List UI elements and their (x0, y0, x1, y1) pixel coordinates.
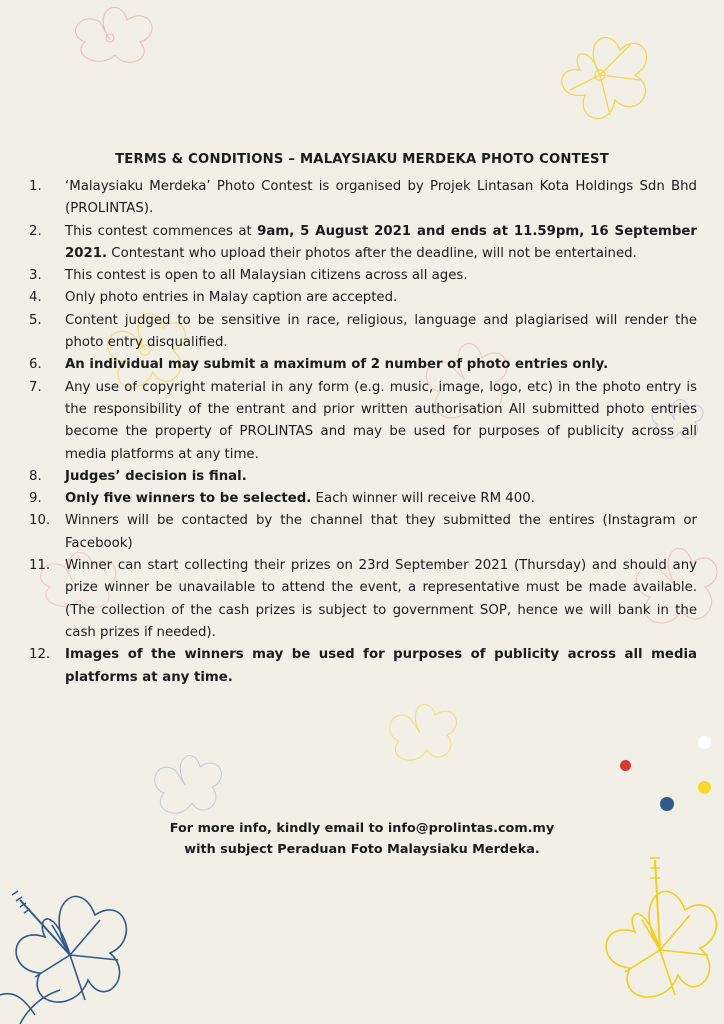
term-text-part: Contestant who upload their photos after the deadline, will not be entertained. (107, 245, 637, 261)
term-item (25, 354, 697, 376)
hibiscus-blue-bottom-left-icon (0, 865, 135, 1024)
term-text-part: Winners will be contacted by the channel that they submitted the entires (Instagram or Facebook) (65, 513, 697, 551)
term-text-bold: Judges’ decision is final. (65, 468, 247, 484)
term-number: 1. (29, 179, 42, 194)
hibiscus-yellow-bottom-right-icon (580, 850, 724, 1024)
page-title: TERMS & CONDITIONS – MALAYSIAKU MERDEKA PHOTO CONTEST (115, 152, 609, 167)
term-number: 8. (29, 468, 42, 484)
term-item (25, 287, 697, 309)
term-text-part: This contest is open to all Malaysian citizens across all ages. (65, 268, 468, 284)
term-number: 6. (29, 357, 42, 373)
term-item (25, 310, 697, 355)
term-text (65, 510, 697, 555)
term-item (25, 555, 697, 644)
blue-dot (660, 797, 674, 811)
term-item (25, 265, 697, 287)
term-text-bold: An individual may submit a maximum of 2 number of photo entries only. (65, 357, 609, 373)
term-number: 3. (29, 268, 42, 284)
term-text-part: Only photo entries in Malay caption are accepted. (65, 290, 398, 306)
hibiscus-yellow-mid-icon (375, 695, 465, 770)
hibiscus-blue-mid-icon (140, 745, 230, 825)
term-number: 10. (29, 513, 51, 529)
term-text (65, 644, 697, 689)
contact-info (0, 818, 724, 860)
yellow-dot (698, 781, 711, 794)
term-text-part: This contest commences at (65, 223, 258, 239)
term-text (65, 488, 697, 510)
term-text-part: ‘Malaysiaku Merdeka’ Photo Contest is organised by Projek Lintasan Kota Holdings Sdn Bhd (PROLINTAS). (65, 179, 697, 217)
term-text-bold: Images of the winners may be used for purposes of publicity across all media platforms at any time. (65, 647, 697, 685)
contact-line-2: with subject Peraduan Foto Malaysiaku Merdeka. (184, 842, 540, 857)
terms-list (25, 176, 697, 689)
term-item (25, 466, 697, 488)
term-number: 7. (29, 379, 42, 395)
term-number: 11. (29, 558, 51, 574)
term-number: 4. (29, 290, 42, 306)
term-text (65, 310, 697, 355)
term-number: 2. (29, 223, 42, 239)
term-text-bold: 9am, 5 August 2021 and ends at 11.59pm, 16 September 2021. (65, 223, 697, 261)
contact-line-1: For more info, kindly email to info@prolintas.com.my (169, 821, 555, 836)
term-text (65, 221, 697, 266)
red-dot (620, 760, 631, 771)
term-number: 9. (29, 491, 42, 507)
term-text-part: Content judged to be sensitive in race, religious, language and plagiarised will render the photo entry disqualified. (65, 312, 697, 351)
term-item (25, 377, 697, 466)
term-item (25, 176, 697, 221)
term-item (25, 488, 697, 510)
term-text (65, 265, 697, 287)
term-text-part: Each winner will receive RM 400. (311, 491, 535, 507)
term-text (65, 555, 697, 644)
term-number: 5. (29, 312, 42, 328)
term-text-part: Winner can start collecting their prizes on 23rd September 2021 (Thursday) and should any prize winner be unavailable to attend the event, a representative must be made available. (The collection of the cash prizes is subject to government SOP, hence we will bank in the cash prizes if needed). (65, 558, 697, 640)
term-item (25, 644, 697, 689)
term-text (65, 377, 697, 466)
term-item (25, 221, 697, 266)
term-text (65, 176, 697, 221)
term-text-bold: Only five winners to be selected. (65, 491, 312, 507)
term-text (65, 354, 697, 376)
white-dot (698, 736, 711, 749)
term-item (25, 510, 697, 555)
term-number: 12. (29, 647, 51, 663)
hibiscus-top-right-icon (540, 20, 660, 130)
term-text-part: Any use of copyright material in any form (e.g. music, image, logo, etc) in the photo entry is the responsibility of the entrant and prior written authorisation All submitted photo entries become the property of PROLINTAS and may be used for purposes of publicity across all media platforms at any time. (65, 379, 697, 462)
hibiscus-pink-top-left-icon (55, 0, 165, 70)
term-text (65, 466, 697, 488)
term-text (65, 287, 697, 309)
